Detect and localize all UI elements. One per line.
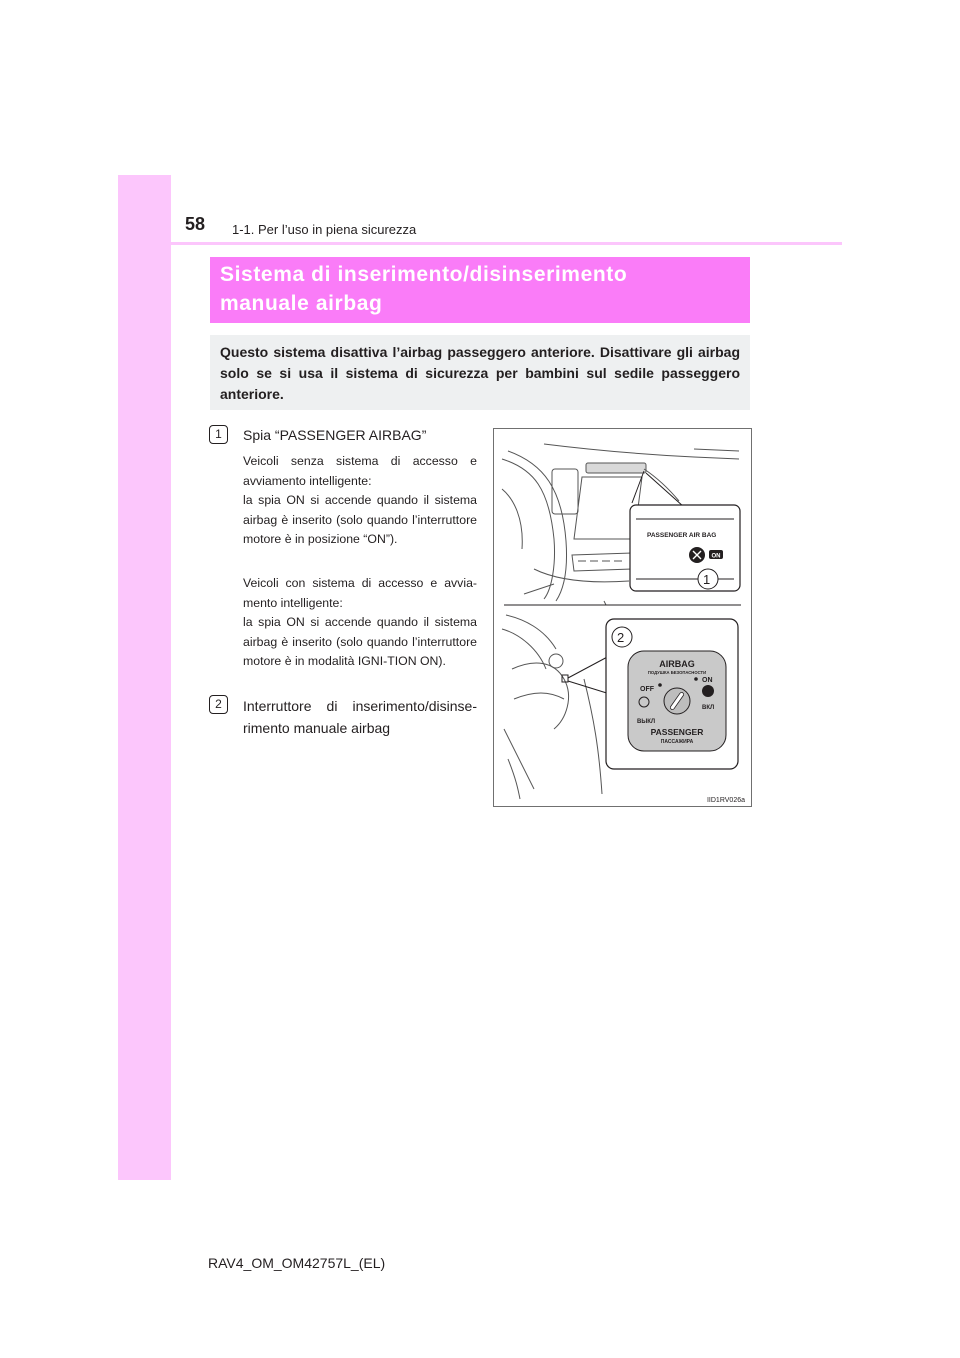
switch-on-ru-label: ВКЛ	[702, 705, 715, 711]
item-title: Interruttore di inserimento/disinse-rimento manuale airbag	[243, 698, 477, 736]
switch-top-ru-label: ПОДУШКА БЕЗОПАСНОСТИ	[647, 670, 707, 675]
switch-top-label: AIRBAG	[659, 659, 695, 669]
callout-1: 1	[703, 572, 711, 587]
callout-2: 2	[617, 630, 625, 645]
figure-code: IID1RV026a	[706, 797, 745, 804]
item-number-badge: 2	[209, 695, 228, 714]
switch-bottom-ru-label: ПАССАЖИРА	[660, 739, 694, 745]
intro-box	[210, 335, 750, 410]
chapter-side-strip	[118, 175, 171, 1180]
intro-text: Questo sistema disattiva l’airbag passeggero anteriore. Disattivare gli airbag solo se si usa il sistema di sicurezza per bambini sul sedile passeggero anteriore.	[220, 344, 740, 402]
section-title-line-1: Sistema di inserimento/disinserimento	[220, 263, 628, 286]
switch-bottom-label: PASSENGER	[650, 727, 704, 737]
switch-off-ru-label: ВЫКЛ	[637, 719, 656, 725]
indicator-on-label: ON	[711, 553, 721, 560]
dashboard-illustration	[494, 429, 751, 806]
figure-illustration	[493, 428, 752, 807]
switch-off-label: OFF	[640, 686, 654, 693]
header-rule	[118, 242, 842, 245]
section-title-box	[210, 257, 750, 323]
airbag-on-icon	[702, 685, 714, 697]
item-paragraph: Veicoli senza sistema di accesso e avviamento intelligente:	[243, 454, 477, 488]
switch-on-label: ON	[702, 677, 713, 684]
section-label: 1-1. Per l’uso in piena sicurezza	[232, 222, 417, 237]
item-paragraph: Veicoli con sistema di accesso e avvia-mento intelligente:	[243, 576, 477, 610]
item-paragraph: la spia ON si accende quando il sistema airbag è inserito (solo quando l’interruttore motore è in posizione “ON”).	[243, 493, 477, 546]
item-paragraph: la spia ON si accende quando il sistema airbag è inserito (solo quando l’interruttore motore è in modalità IGNI-TION ON).	[243, 615, 477, 668]
section-title	[220, 260, 627, 318]
section-title-line-2: manuale airbag	[220, 292, 383, 315]
document-code: RAV4_OM_OM42757L_(EL)	[208, 1255, 386, 1271]
item-number-badge: 1	[209, 425, 228, 444]
page-number: 58	[185, 214, 206, 234]
list-item	[209, 695, 477, 739]
item-title: Spia “PASSENGER AIRBAG”	[243, 427, 427, 443]
indicator-label: PASSENGER AIR BAG	[647, 532, 717, 539]
